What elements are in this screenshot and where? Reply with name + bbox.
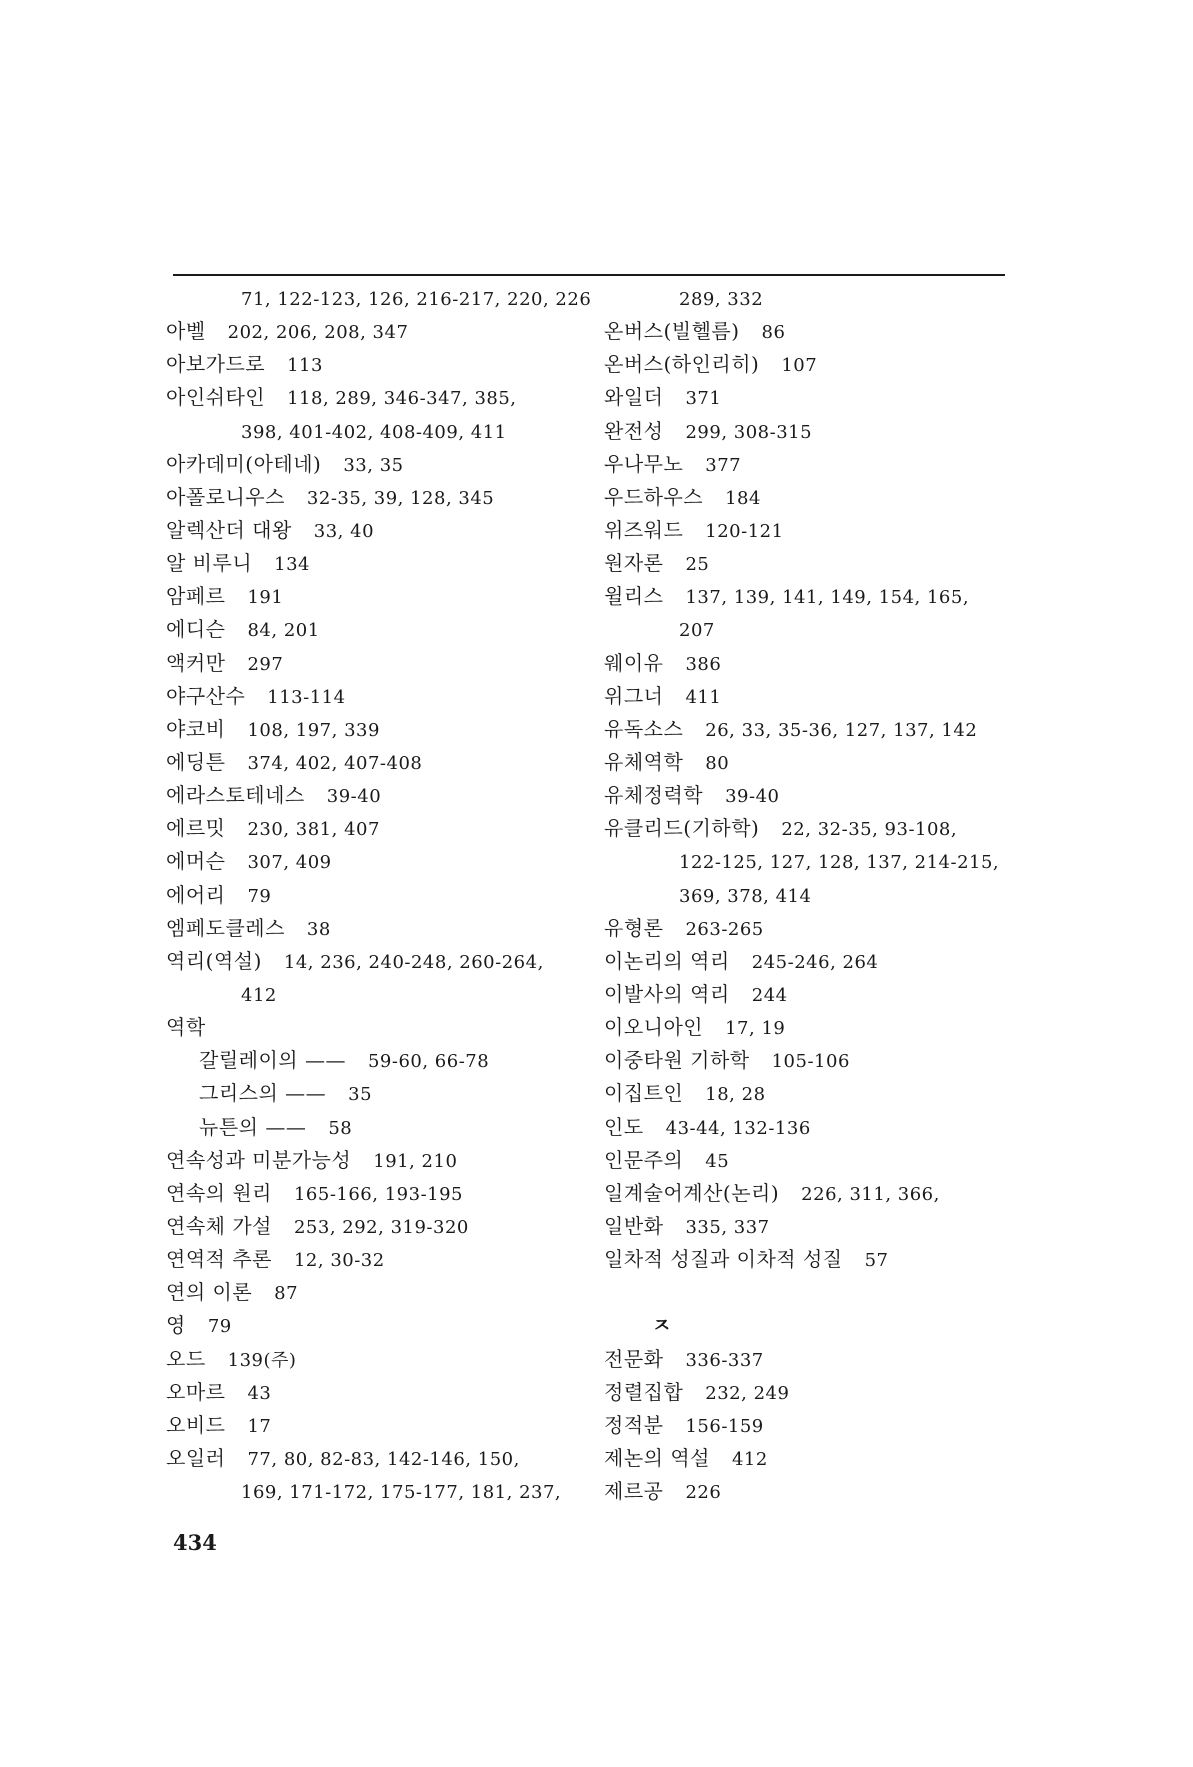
index-pages: 411 — [685, 686, 722, 708]
index-pages: 118, 289, 346-347, 385, — [287, 388, 517, 410]
index-entry — [604, 845, 1034, 878]
index-entry — [604, 1376, 1034, 1409]
index-entry — [166, 746, 596, 779]
index-pages: 33, 40 — [313, 520, 375, 542]
index-pages: 18, 28 — [705, 1084, 766, 1106]
index-pages: 134 — [274, 554, 310, 576]
index-term: 영 — [166, 1313, 186, 1338]
index-entry — [166, 1044, 596, 1077]
index-entry — [604, 315, 1034, 348]
index-term: 유체정력학 — [604, 783, 704, 808]
index-term: 오마르 — [166, 1379, 226, 1404]
index-pages: 32-35, 39, 128, 345 — [306, 487, 495, 509]
index-pages: 43 — [247, 1382, 272, 1404]
index-entry — [166, 1011, 596, 1044]
index-term: 이중타원 기하학 — [604, 1048, 750, 1073]
index-term: 일계술어계산(논리) — [604, 1180, 780, 1205]
index-term: 완전성 — [604, 418, 664, 443]
index-term: 전문화 — [604, 1346, 664, 1371]
index-pages: 165-166, 193-195 — [293, 1183, 464, 1205]
index-entry — [604, 1177, 1034, 1210]
index-entry — [604, 415, 1034, 448]
index-entry — [166, 680, 596, 713]
index-entry — [166, 713, 596, 746]
index-entry — [166, 381, 596, 414]
index-term: 우나무노 — [604, 451, 684, 476]
index-term: 연속의 원리 — [166, 1180, 272, 1205]
index-entry — [604, 348, 1034, 381]
index-term: 정적분 — [604, 1412, 664, 1437]
index-entry — [166, 1077, 596, 1110]
index-entry — [604, 779, 1034, 812]
index-term: 유클리드(기하학) — [604, 816, 760, 841]
index-pages: 12, 30-32 — [293, 1250, 385, 1272]
index-pages: 38 — [306, 918, 331, 940]
index-term: 제논의 역설 — [604, 1445, 710, 1470]
index-term: 아폴로니우스 — [166, 484, 285, 509]
index-entry — [604, 1144, 1034, 1177]
index-term: 인도 — [604, 1114, 644, 1139]
index-entry — [166, 1442, 596, 1475]
index-pages: 80 — [705, 752, 730, 774]
index-pages: 71, 122-123, 126, 216-217, 220, 226 — [241, 289, 592, 310]
index-entry — [166, 282, 596, 315]
index-term: 오일러 — [166, 1445, 226, 1470]
index-entry — [604, 1011, 1034, 1044]
index-entry — [604, 713, 1034, 746]
index-entry — [604, 1409, 1034, 1442]
index-term: 갈릴레이의 —— — [199, 1048, 346, 1073]
index-entry — [604, 1243, 1034, 1276]
index-entry — [166, 1111, 596, 1144]
index-term: 아인쉬타인 — [166, 385, 266, 410]
index-pages: 156-159 — [685, 1415, 764, 1437]
index-entry — [604, 1442, 1034, 1475]
index-entry — [166, 613, 596, 646]
index-entry — [604, 680, 1034, 713]
index-entry — [166, 845, 596, 878]
index-entry — [166, 348, 596, 381]
index-entry — [604, 912, 1034, 945]
index-pages: 369, 378, 414 — [679, 885, 812, 907]
index-pages: 113 — [287, 355, 323, 377]
index-pages: 25 — [685, 554, 710, 576]
index-entry — [604, 879, 1034, 912]
index-term: 위그너 — [604, 683, 664, 708]
index-entry — [604, 1044, 1034, 1077]
index-term: 일반화 — [604, 1213, 664, 1238]
index-pages: 26, 33, 35-36, 127, 137, 142 — [705, 719, 978, 741]
index-term: 오비드 — [166, 1412, 226, 1437]
index-section-heading — [604, 1309, 1034, 1342]
index-pages: 79 — [207, 1316, 232, 1338]
index-term: 이발사의 역리 — [604, 981, 730, 1006]
index-term: 엠페도클레스 — [166, 915, 285, 940]
index-pages: 244 — [751, 984, 788, 1006]
index-pages: 122-125, 127, 128, 137, 214-215, — [679, 852, 1000, 874]
index-entry — [166, 415, 596, 448]
index-term: 연속성과 미분가능성 — [166, 1147, 352, 1172]
index-entry — [604, 746, 1034, 779]
index-pages: 253, 292, 319-320 — [293, 1216, 469, 1238]
index-pages: 14, 236, 240-248, 260-264, — [283, 951, 544, 973]
index-pages: 39-40 — [725, 786, 780, 808]
index-term: 유형론 — [604, 915, 664, 940]
index-entry — [604, 514, 1034, 547]
index-pages: 307, 409 — [247, 852, 332, 874]
index-entry — [166, 481, 596, 514]
index-pages: 263-265 — [685, 918, 764, 940]
index-entry — [166, 1409, 596, 1442]
index-entry — [166, 1276, 596, 1309]
index-entry — [604, 1276, 1034, 1309]
index-pages: 113-114 — [267, 686, 346, 708]
index-term: 알렉산더 대왕 — [166, 517, 292, 542]
index-term: 연의 이론 — [166, 1280, 253, 1305]
index-pages: 137, 139, 141, 149, 154, 165, — [685, 587, 970, 609]
index-pages: 232, 249 — [705, 1382, 790, 1404]
index-term: 역리(역설) — [166, 948, 262, 973]
index-pages: 58 — [328, 1117, 353, 1139]
index-entry — [166, 315, 596, 348]
index-pages: 386 — [685, 653, 722, 675]
index-term: 우드하우스 — [604, 484, 704, 509]
index-pages: 245-246, 264 — [751, 951, 879, 973]
index-entry — [604, 1343, 1034, 1376]
index-pages: 207 — [679, 620, 715, 642]
index-entry — [166, 580, 596, 613]
index-pages: 335, 337 — [685, 1216, 770, 1238]
index-term: 와일더 — [604, 385, 664, 410]
index-entry — [166, 1343, 596, 1376]
index-pages: 77, 80, 82-83, 142-146, 150, — [247, 1448, 520, 1470]
index-pages: 87 — [274, 1283, 299, 1305]
index-pages: 43-44, 132-136 — [665, 1117, 811, 1139]
index-term: 이오니아인 — [604, 1015, 704, 1040]
index-term: 유독소스 — [604, 716, 684, 741]
index-pages: 202, 206, 208, 347 — [227, 322, 409, 344]
index-term: 암페르 — [166, 584, 226, 609]
index-entry — [604, 1111, 1034, 1144]
index-entry — [604, 1475, 1034, 1508]
index-term: 에딩튼 — [166, 749, 226, 774]
top-rule — [173, 274, 1005, 276]
index-entry — [166, 1309, 596, 1342]
index-term: 역학 — [166, 1015, 206, 1040]
index-entry — [604, 613, 1034, 646]
index-term: 온버스(빌헬름) — [604, 319, 740, 344]
index-pages: 86 — [761, 322, 786, 344]
index-pages: 226, 311, 366, — [801, 1183, 940, 1205]
index-term: 아보가드로 — [166, 352, 266, 377]
index-entry — [604, 945, 1034, 978]
page-number: 434 — [173, 1530, 217, 1555]
index-entry — [604, 547, 1034, 580]
index-term: 정렬집합 — [604, 1379, 684, 1404]
index-entry — [166, 812, 596, 845]
index-pages: 191 — [247, 587, 284, 609]
index-term: 아카데미(아테네) — [166, 451, 322, 476]
index-term: 이집트인 — [604, 1081, 684, 1106]
index-pages: 33, 35 — [343, 454, 404, 476]
index-entry — [166, 448, 596, 481]
index-pages: 412 — [731, 1448, 768, 1470]
index-entry — [166, 1177, 596, 1210]
index-pages: 17 — [247, 1415, 272, 1437]
index-pages: 191, 210 — [373, 1150, 458, 1172]
index-pages: 39-40 — [326, 786, 382, 808]
index-entry — [166, 514, 596, 547]
index-term: 에르밋 — [166, 816, 226, 841]
index-term: 에머슨 — [166, 849, 226, 874]
index-pages: 139(주) — [227, 1349, 297, 1371]
index-entry — [166, 912, 596, 945]
index-entry — [604, 1077, 1034, 1110]
index-pages: 45 — [705, 1150, 730, 1172]
index-term: 그리스의 —— — [199, 1081, 327, 1106]
index-pages: 336-337 — [685, 1349, 764, 1371]
index-column-right — [604, 282, 1034, 1508]
index-pages: 374, 402, 407-408 — [247, 752, 423, 774]
index-entry — [604, 647, 1034, 680]
index-pages: 57 — [864, 1250, 889, 1272]
index-pages: 299, 308-315 — [685, 421, 813, 443]
index-term: 이논리의 역리 — [604, 948, 730, 973]
index-term: 웨이유 — [604, 650, 664, 675]
index-entry — [166, 978, 596, 1011]
index-entry — [166, 1243, 596, 1276]
index-pages: 107 — [781, 355, 818, 377]
index-pages: 230, 381, 407 — [247, 819, 380, 841]
index-pages: 412 — [241, 984, 277, 1006]
index-column-left — [166, 282, 596, 1508]
index-term: 뉴튼의 —— — [199, 1114, 307, 1139]
index-term: 일차적 성질과 이차적 성질 — [604, 1247, 843, 1272]
index-entry — [604, 812, 1034, 845]
index-pages: 22, 32-35, 93-108, — [781, 819, 958, 841]
index-entry — [604, 481, 1034, 514]
index-entry — [166, 879, 596, 912]
index-pages: 59-60, 66-78 — [367, 1051, 490, 1073]
index-term: 아벨 — [166, 319, 206, 344]
index-term: 알 비루니 — [166, 551, 253, 576]
index-pages: 377 — [705, 454, 742, 476]
index-entry — [604, 282, 1034, 315]
index-pages: 79 — [247, 885, 272, 907]
index-pages: 297 — [247, 653, 284, 675]
index-term: 위즈워드 — [604, 517, 684, 542]
index-term: 야코비 — [166, 716, 226, 741]
index-term: 오드 — [166, 1346, 206, 1371]
index-pages: 371 — [685, 388, 722, 410]
index-term: 액커만 — [166, 650, 226, 675]
index-entry — [166, 1210, 596, 1243]
index-pages: 35 — [348, 1084, 373, 1106]
index-entry — [166, 547, 596, 580]
index-term: 원자론 — [604, 551, 664, 576]
index-term: 윌리스 — [604, 584, 664, 609]
index-pages: 17, 19 — [725, 1018, 786, 1040]
index-term: 연역적 추론 — [166, 1247, 272, 1272]
index-term: 인문주의 — [604, 1147, 684, 1172]
index-pages: 169, 171-172, 175-177, 181, 237, — [241, 1482, 562, 1504]
index-entry — [166, 647, 596, 680]
index-pages: 398, 401-402, 408-409, 411 — [241, 421, 507, 443]
index-pages: 84, 201 — [247, 620, 320, 642]
index-term: 온버스(하인리히) — [604, 352, 760, 377]
index-pages: 226 — [685, 1482, 722, 1504]
index-term: 연속체 가설 — [166, 1213, 272, 1238]
index-entry — [166, 1144, 596, 1177]
index-entry — [604, 978, 1034, 1011]
index-term: 제르공 — [604, 1479, 664, 1504]
index-entry — [166, 1376, 596, 1409]
index-entry — [604, 381, 1034, 414]
index-entry — [166, 945, 596, 978]
index-entry — [604, 580, 1034, 613]
index-pages: 184 — [725, 487, 761, 509]
index-entry — [166, 779, 596, 812]
index-entry — [604, 1210, 1034, 1243]
index-entry — [604, 448, 1034, 481]
index-entry — [166, 1475, 596, 1508]
index-term: 에어리 — [166, 882, 226, 907]
index-term: 에라스토테네스 — [166, 783, 305, 808]
index-pages: 120-121 — [705, 520, 784, 542]
index-term: 유체역학 — [604, 749, 684, 774]
index-pages: 105-106 — [771, 1051, 850, 1073]
index-term: ㅈ — [652, 1313, 672, 1338]
index-term: 에디슨 — [166, 617, 226, 642]
index-pages: 108, 197, 339 — [247, 719, 380, 741]
index-pages: 289, 332 — [679, 289, 764, 310]
index-term: 야구산수 — [166, 683, 246, 708]
